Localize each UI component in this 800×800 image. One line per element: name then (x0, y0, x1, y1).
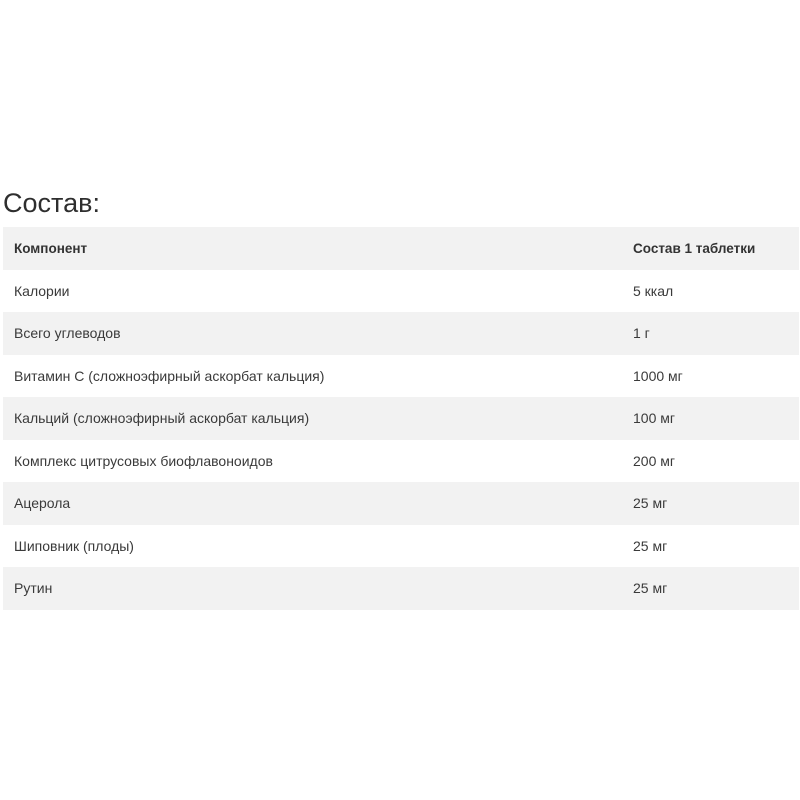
component-cell: Калории (14, 282, 70, 299)
amount-cell: 25 мг (633, 537, 668, 554)
amount-cell: 1 г (633, 325, 650, 342)
table-header-row (3, 227, 799, 270)
table-row (3, 525, 799, 568)
amount-cell: 25 мг (633, 495, 668, 512)
table-row (3, 355, 799, 398)
component-cell: Ацерола (14, 495, 71, 512)
amount-cell: 25 мг (633, 580, 668, 597)
component-cell: Кальций (сложноэфирный аскорбат кальция) (14, 410, 310, 427)
composition-table (3, 227, 799, 610)
component-cell: Витамин C (сложноэфирный аскорбат кальция) (14, 367, 325, 384)
table-row (3, 482, 799, 525)
table-row (3, 312, 799, 355)
component-cell: Шиповник (плоды) (14, 537, 134, 554)
table-row (3, 440, 799, 483)
component-cell: Рутин (14, 580, 53, 597)
amount-cell: 5 ккал (633, 282, 674, 299)
table-row (3, 567, 799, 610)
table-row (3, 270, 799, 313)
column-header-component: Компонент (14, 240, 88, 256)
amount-cell: 200 мг (633, 452, 675, 469)
amount-cell: 1000 мг (633, 367, 683, 384)
amount-cell: 100 мг (633, 410, 675, 427)
table-row (3, 397, 799, 440)
component-cell: Комплекс цитрусовых биофлавоноидов (14, 452, 273, 469)
section-title: Состав: (3, 188, 100, 218)
column-header-amount: Состав 1 таблетки (633, 240, 756, 256)
component-cell: Всего углеводов (14, 325, 121, 342)
